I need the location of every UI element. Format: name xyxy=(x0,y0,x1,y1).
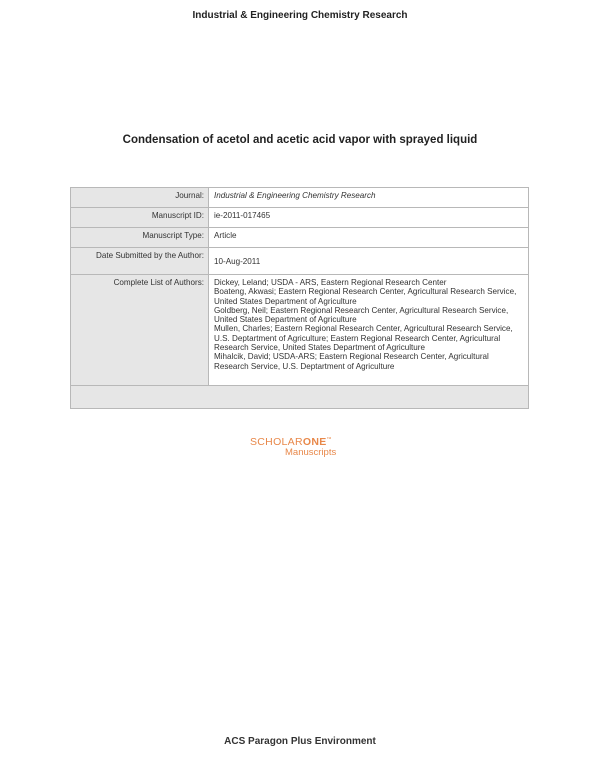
journal-label: Journal: xyxy=(71,188,209,208)
authors-list xyxy=(209,275,529,386)
logo-tm: ™ xyxy=(326,436,332,443)
author-entry: Dickey, Leland; USDA - ARS, Eastern Regional Research Center xyxy=(214,278,447,287)
journal-value: Industrial & Engineering Chemistry Research xyxy=(209,188,529,208)
table-row xyxy=(71,208,529,228)
table-row xyxy=(71,275,529,386)
author-entry: Mullen, Charles; Eastern Regional Research Center, Agricultural Research Service, U.S. Deptartment of Agriculture; Eastern Regional Research Center, Agricultural Research Service, United States Department of Agriculture xyxy=(214,324,513,353)
table-row xyxy=(71,188,529,208)
manuscript-type-value: Article xyxy=(209,228,529,248)
authors-label: Complete List of Authors: xyxy=(71,275,209,386)
logo-one-text: ONE xyxy=(302,436,327,448)
empty-row xyxy=(71,386,529,409)
manuscript-info-table xyxy=(70,187,529,409)
logo-manuscripts-text: Manuscripts xyxy=(285,447,337,458)
manuscript-id-value: ie-2011-017465 xyxy=(209,208,529,228)
manuscript-id-label: Manuscript ID: xyxy=(71,208,209,228)
manuscript-type-label: Manuscript Type: xyxy=(71,228,209,248)
logo-scholar-text: SCHOLAR xyxy=(250,436,303,448)
date-submitted-value: 10-Aug-2011 xyxy=(209,248,529,275)
author-entry: Boateng, Akwasi; Eastern Regional Research Center, Agricultural Research Service, United States Department of Agriculture xyxy=(214,287,517,306)
author-entry: Mihalcik, David; USDA-ARS; Eastern Regional Research Center, Agricultural Research Service, U.S. Deptartment of Agriculture xyxy=(214,352,489,371)
journal-header: Industrial & Engineering Chemistry Research xyxy=(192,10,408,21)
author-entry: Goldberg, Neil; Eastern Regional Research Center, Agricultural Research Service, United States Department of Agriculture xyxy=(214,305,509,325)
scholarone-logo xyxy=(250,436,370,458)
paper-title: Condensation of acetol and acetic acid vapor with sprayed liquid xyxy=(122,134,478,146)
table-row xyxy=(71,248,529,275)
table-row xyxy=(71,386,529,409)
date-submitted-label: Date Submitted by the Author: xyxy=(71,248,209,275)
table-row xyxy=(71,228,529,248)
page-footer: ACS Paragon Plus Environment xyxy=(224,736,376,747)
